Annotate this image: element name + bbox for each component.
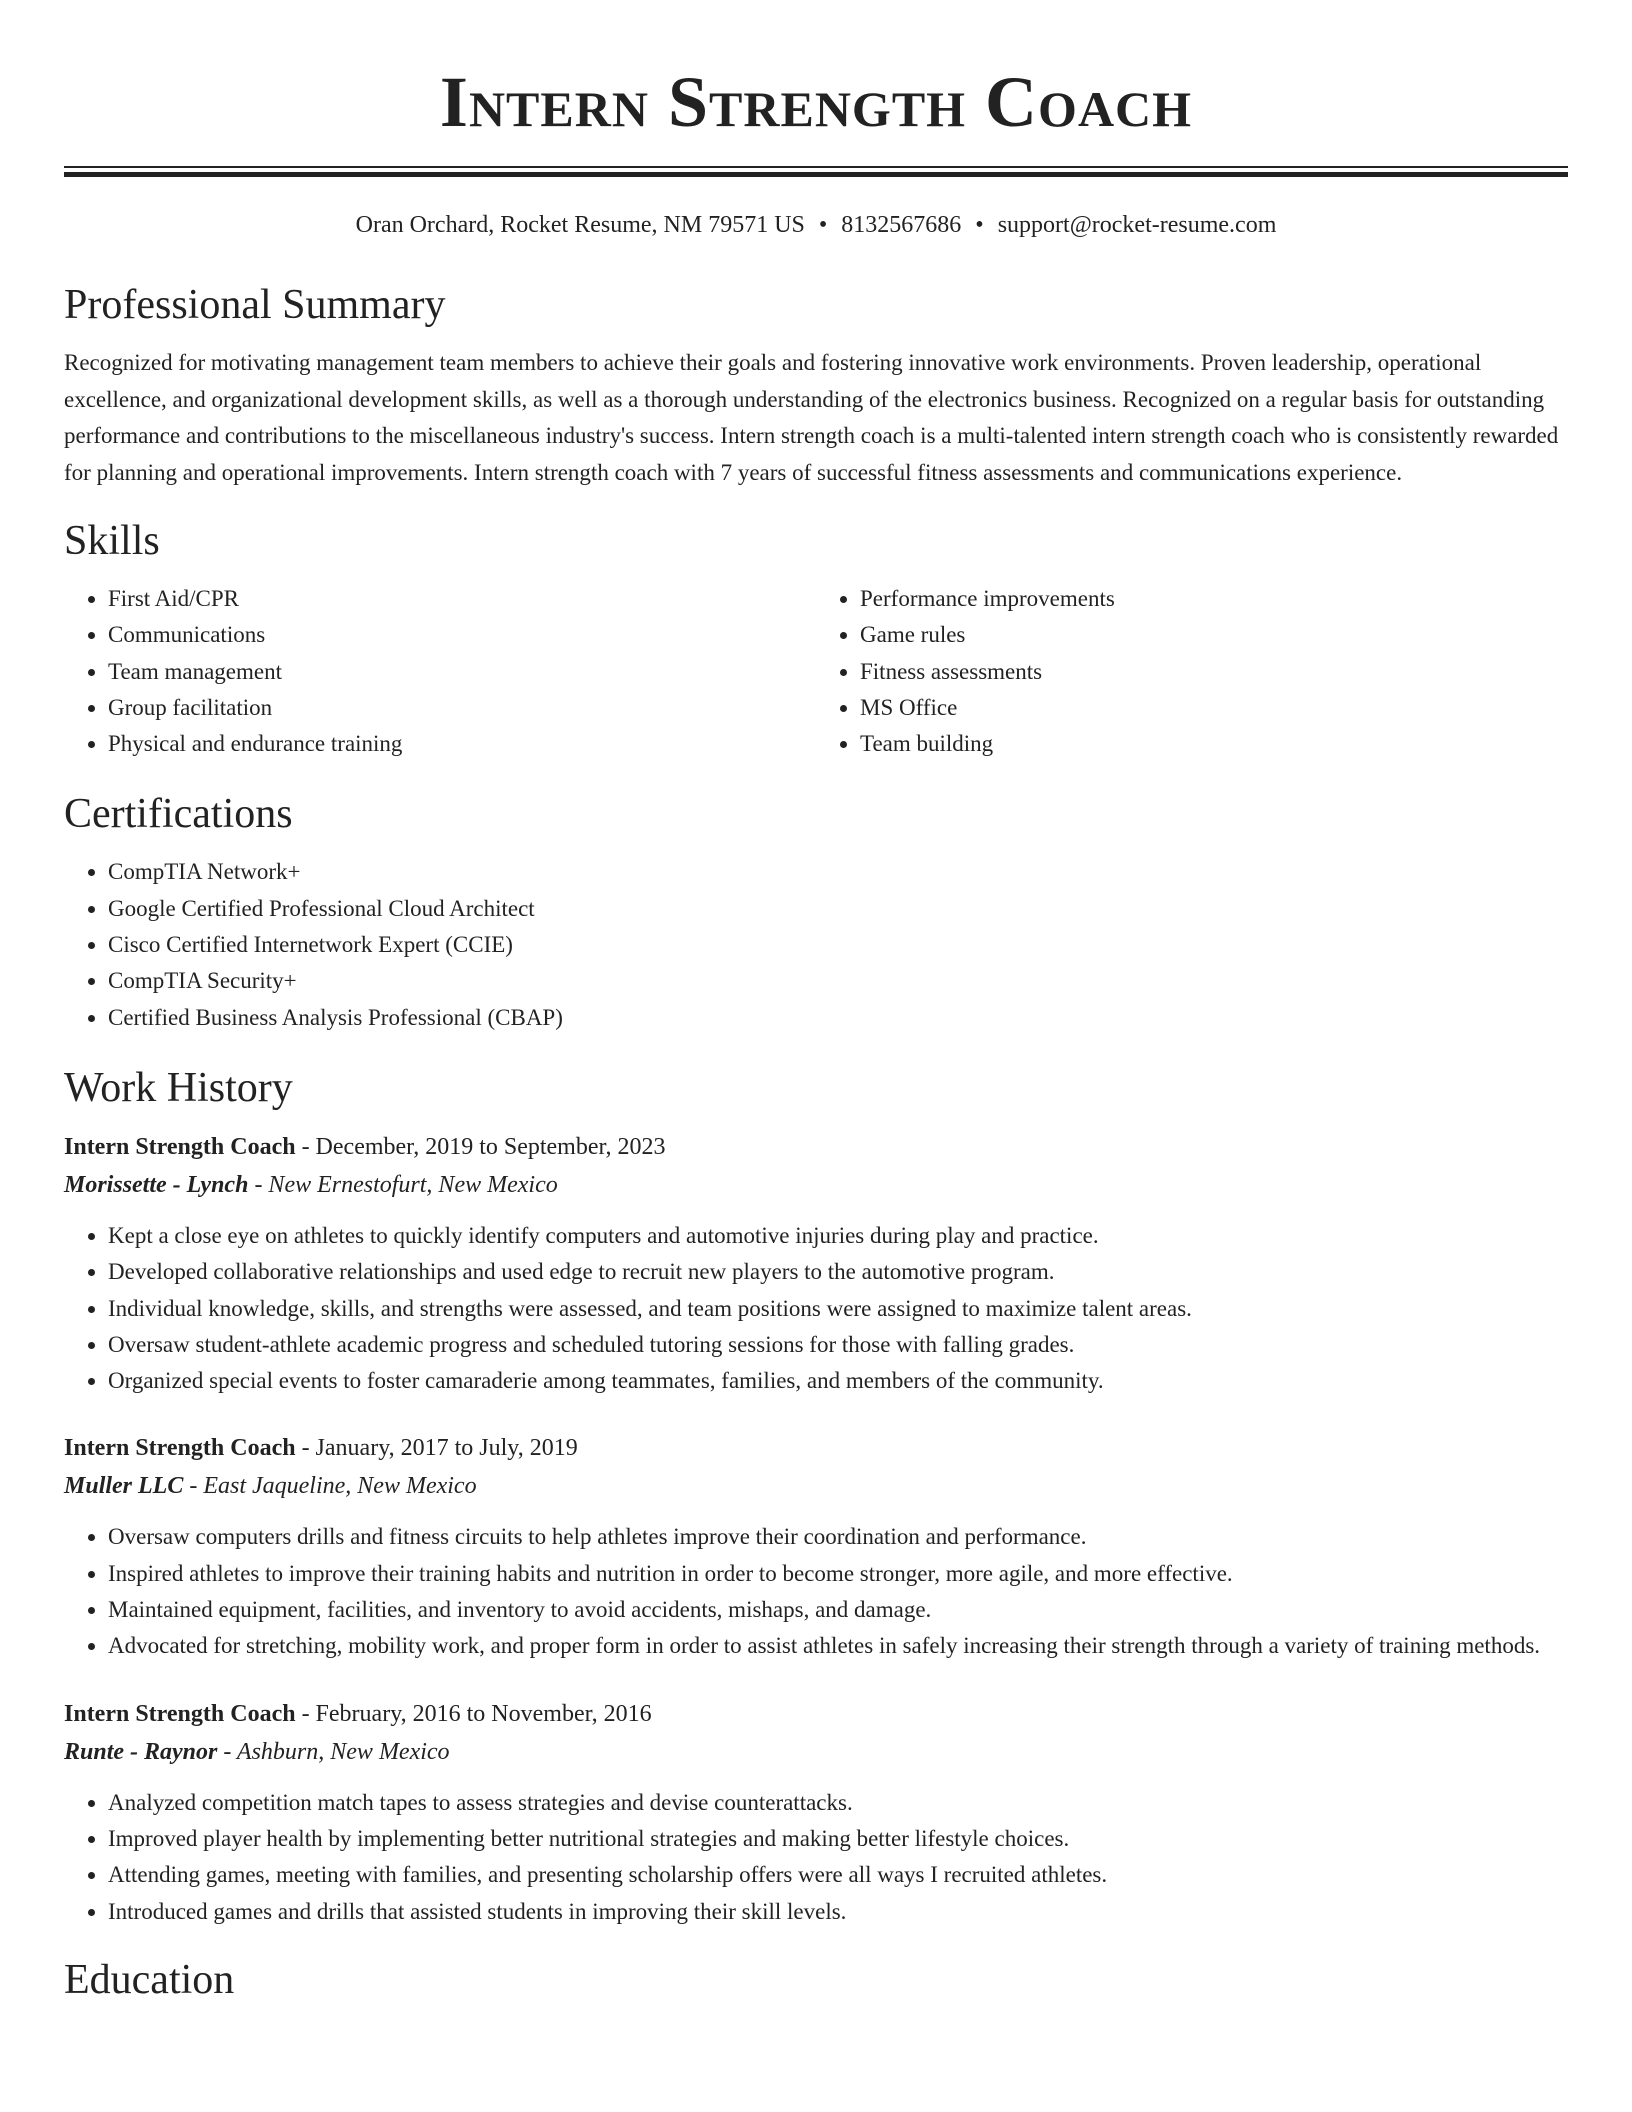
skill-item: • Team management xyxy=(108,654,816,690)
job-dates: - December, 2019 to September, 2023 xyxy=(295,1133,666,1160)
contact-line xyxy=(64,209,1568,241)
skills-columns xyxy=(64,581,1568,762)
contact-email: support@rocket-resume.com xyxy=(997,212,1277,238)
job-entry xyxy=(64,1429,1568,1664)
skill-item: • Team building xyxy=(860,726,1568,762)
job-bullet: • Oversaw computers drills and fitness circuits to help athletes improve their coordination and performance. xyxy=(108,1519,1568,1555)
work-history-heading: Work History xyxy=(64,1064,293,1111)
job-bullet: • Individual knowledge, skills, and strengths were assessed, and team positions were assigned to maximize talent areas. xyxy=(108,1291,1568,1327)
job-company-line xyxy=(64,1733,1568,1771)
certification-item: • Cisco Certified Internetwork Expert (CCIE) xyxy=(108,927,1568,963)
job-company-line xyxy=(64,1467,1568,1505)
job-bullet: • Introduced games and drills that assisted students in improving their skill levels. xyxy=(108,1894,1568,1930)
job-bullet: • Kept a close eye on athletes to quickly identify computers and automotive injuries during play and practice. xyxy=(108,1218,1568,1254)
work-history-section xyxy=(64,1062,1568,1930)
job-bullet: • Developed collaborative relationships and used edge to recruit new players to the automotive program. xyxy=(108,1254,1568,1290)
skill-item: • First Aid/CPR xyxy=(108,581,816,617)
job-location: - Ashburn, New Mexico xyxy=(217,1738,450,1765)
job-bullet: • Improved player health by implementing better nutritional strategies and making better lifestyle choices. xyxy=(108,1821,1568,1857)
certification-item: • CompTIA Security+ xyxy=(108,963,1568,999)
job-title-line xyxy=(64,1128,1568,1166)
job-bullet: • Analyzed competition match tapes to assess strategies and devise counterattacks. xyxy=(108,1785,1568,1821)
certification-item: • Google Certified Professional Cloud Architect xyxy=(108,891,1568,927)
certifications-section xyxy=(64,788,1568,1035)
summary-text: Recognized for motivating management team members to achieve their goals and fostering innovative work environments. Proven leadership, operational excellence, and organizational development skills, as well as a thorough understanding of the electronics business. Recognized on a regular basis for outstanding performance and contributions to the miscellaneous industry's success. Intern strength coach is a multi-talented intern strength coach who is consistently rewarded for planning and operational improvements. Intern strength coach with 7 years of successful fitness assessments and communications experience. xyxy=(64,350,1559,485)
job-company-line xyxy=(64,1166,1568,1204)
job-title: Intern Strength Coach xyxy=(64,1133,296,1160)
job-bullets xyxy=(64,1218,1568,1399)
job-bullet: • Oversaw student-athlete academic progress and scheduled tutoring sessions for those with falling grades. xyxy=(108,1327,1568,1363)
skills-section xyxy=(64,515,1568,762)
job-bullet: • Advocated for stretching, mobility work, and proper form in order to assist athletes in safely increasing their strength through a variety of training methods. xyxy=(108,1628,1568,1664)
job-bullets xyxy=(64,1785,1568,1930)
skills-list-right xyxy=(816,581,1568,762)
certifications-list xyxy=(64,854,1568,1035)
education-heading: Education xyxy=(64,1956,235,2003)
skill-item: • Communications xyxy=(108,617,816,653)
skill-item: • Physical and endurance training xyxy=(108,726,816,762)
job-title: Intern Strength Coach xyxy=(64,1435,296,1462)
certifications-heading: Certifications xyxy=(64,791,293,838)
header-divider xyxy=(64,166,1568,177)
skill-item: • Group facilitation xyxy=(108,690,816,726)
job-bullet: • Inspired athletes to improve their training habits and nutrition in order to become stronger, more agile, and more effective. xyxy=(108,1556,1568,1592)
contact-phone: 8132567686 xyxy=(841,212,962,238)
contact-separator: • xyxy=(818,212,828,238)
skill-item: • Performance improvements xyxy=(860,581,1568,617)
contact-separator: • xyxy=(975,212,984,238)
job-bullet: • Attending games, meeting with families, and presenting scholarship offers were all ways I recruited athletes. xyxy=(108,1857,1568,1893)
job-entry xyxy=(64,1695,1568,1930)
contact-address: Oran Orchard, Rocket Resume, NM 79571 US xyxy=(355,212,805,238)
job-entry xyxy=(64,1128,1568,1399)
job-company: Muller LLC xyxy=(64,1473,184,1500)
job-dates: - February, 2016 to November, 2016 xyxy=(295,1700,652,1727)
skills-heading: Skills xyxy=(64,518,160,564)
job-bullets xyxy=(64,1519,1568,1664)
certification-item: • Certified Business Analysis Professional (CBAP) xyxy=(108,1000,1568,1036)
skill-item: • Game rules xyxy=(860,617,1568,653)
job-company: Morissette - Lynch xyxy=(64,1171,249,1198)
job-location: - East Jaqueline, New Mexico xyxy=(183,1473,477,1500)
skill-item: • Fitness assessments xyxy=(860,654,1568,690)
job-title: Intern Strength Coach xyxy=(64,1700,296,1727)
job-location: - New Ernestofurt, New Mexico xyxy=(248,1171,558,1198)
job-bullet: • Organized special events to foster camaraderie among teammates, families, and members of the community. xyxy=(108,1363,1568,1399)
job-company: Runte - Raynor xyxy=(64,1738,218,1765)
education-section xyxy=(64,1954,1568,2006)
resume-name: Intern Strength Coach xyxy=(439,62,1193,142)
skills-list-left xyxy=(64,581,816,762)
job-title-line xyxy=(64,1695,1568,1733)
job-dates: - January, 2017 to July, 2019 xyxy=(295,1435,578,1462)
job-bullet: • Maintained equipment, facilities, and inventory to avoid accidents, mishaps, and damage. xyxy=(108,1592,1568,1628)
summary-heading: Professional Summary xyxy=(64,282,446,328)
skill-item: • MS Office xyxy=(860,690,1568,726)
certification-item: • CompTIA Network+ xyxy=(108,854,1568,890)
summary-section xyxy=(64,279,1568,491)
job-title-line xyxy=(64,1429,1568,1467)
